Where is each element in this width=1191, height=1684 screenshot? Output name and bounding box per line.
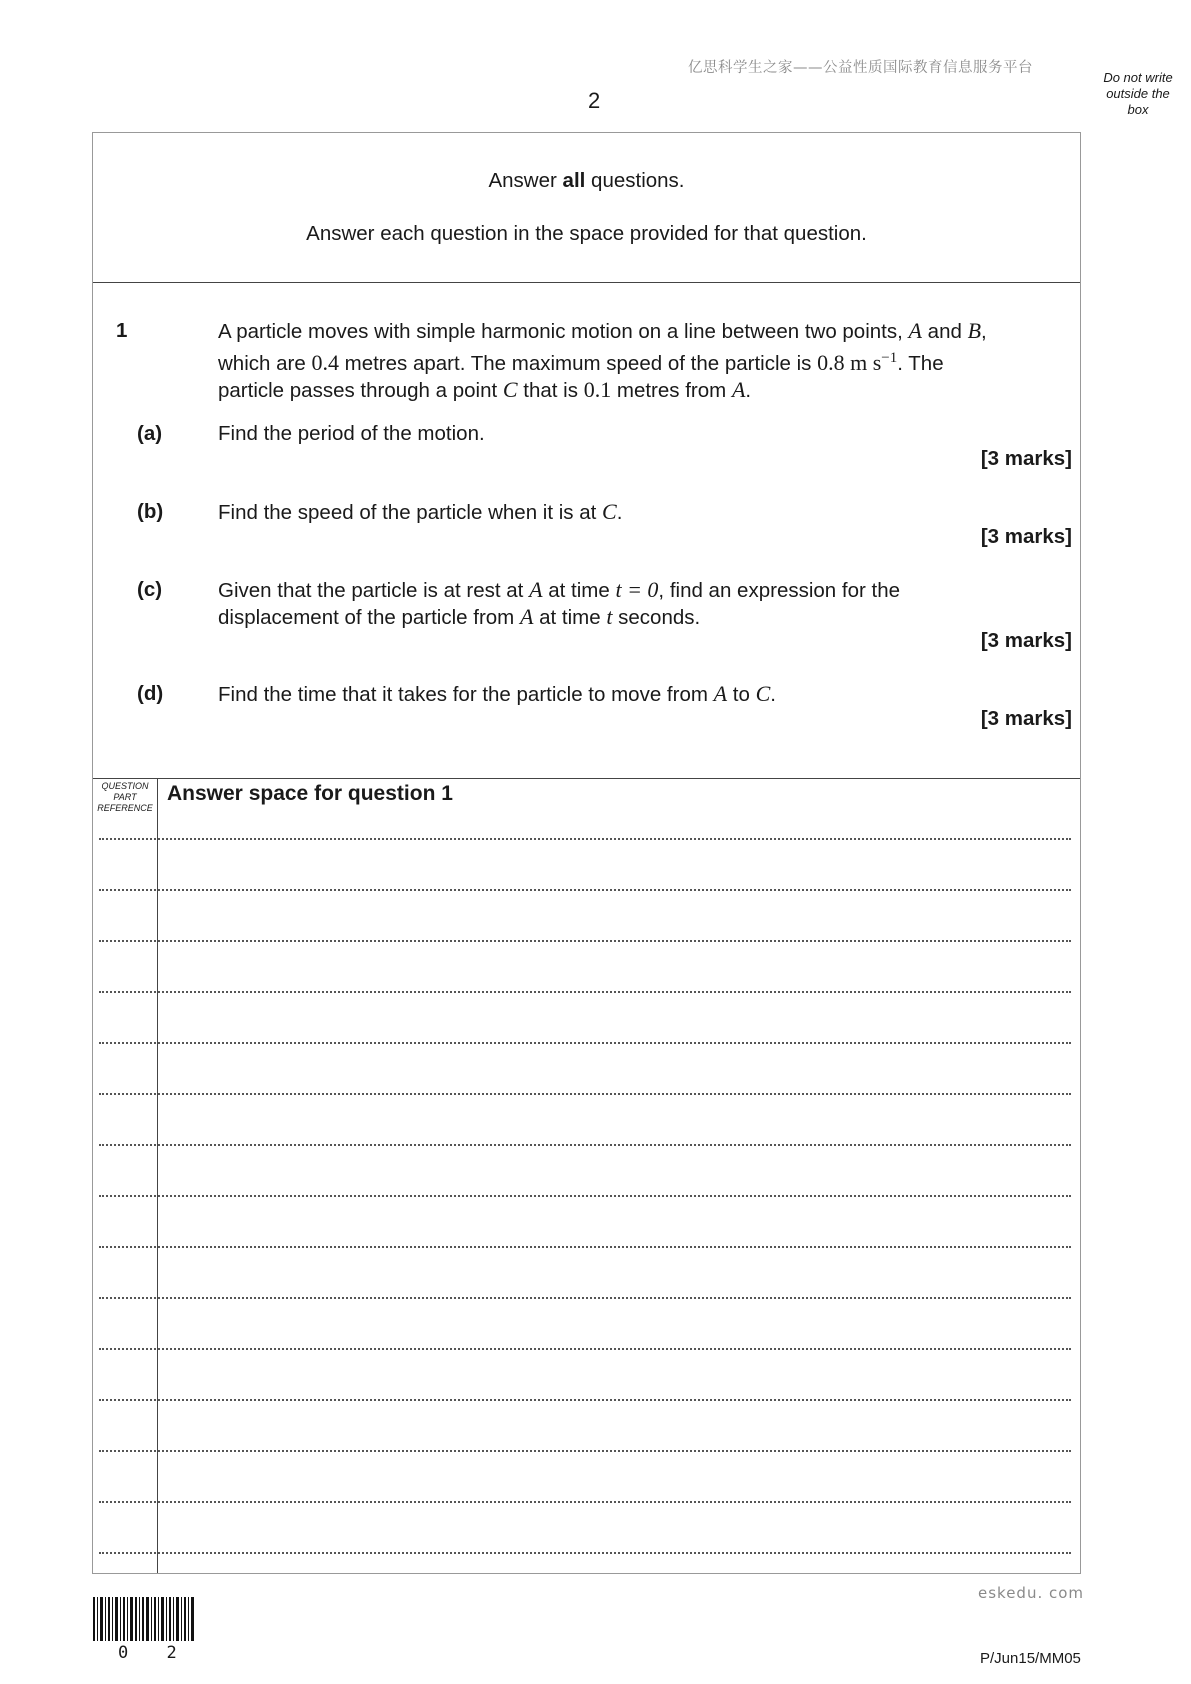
question-part-reference-label: QUESTION PART REFERENCE [97, 781, 153, 813]
answer-line[interactable] [99, 1348, 1071, 1350]
part-d-text: Find the time that it takes for the particle to move from A to C. [218, 681, 776, 706]
part-a-text: Find the period of the motion. [218, 422, 485, 445]
part-d-marks: [3 marks] [980, 707, 1072, 730]
part-b-label: (b) [137, 500, 164, 523]
answer-line[interactable] [99, 991, 1071, 993]
answer-line[interactable] [99, 1144, 1071, 1146]
part-d-label: (d) [137, 682, 164, 705]
question-number: 1 [116, 319, 128, 342]
answer-line[interactable] [99, 1246, 1071, 1248]
answer-space-title: Answer space for question 1 [167, 782, 453, 805]
answer-line[interactable] [99, 1552, 1071, 1554]
question-box [92, 132, 1081, 1574]
question-1-section [93, 282, 1080, 779]
part-c-label: (c) [137, 578, 163, 601]
question-stem: A particle moves with simple harmonic motion on a line between two points, A and B, which are 0.4 metres apart. The maximum speed of the particle is 0.8 m $s^{-1}$. The particle passes through a point C that is 0.1 metres from A. [218, 318, 987, 402]
part-c-text: Given that the particle is at rest at A at time t = 0, find an expression for the displacement of the particle from A at time t seconds. [218, 577, 901, 629]
margin-note-line: box [1127, 102, 1149, 117]
question-part-reference-column[interactable] [93, 778, 158, 1573]
barcode-icon [93, 1597, 195, 1641]
paper-reference: P/Jun15/MM05 [980, 1650, 1081, 1667]
part-b-marks: [3 marks] [980, 525, 1072, 548]
answer-line[interactable] [99, 1093, 1071, 1095]
barcode-number: 0 2 [118, 1643, 191, 1663]
answer-line[interactable] [99, 940, 1071, 942]
page-number: 2 [588, 88, 601, 113]
part-a-label: (a) [137, 422, 163, 445]
watermark-top: 亿思科学生之家——公益性质国际教育信息服务平台 [688, 60, 1033, 76]
answer-line[interactable] [99, 1450, 1071, 1452]
answer-line[interactable] [99, 838, 1071, 840]
answer-line[interactable] [99, 1501, 1071, 1503]
answer-space [93, 778, 1080, 1573]
instruction-answer-space: Answer each question in the space provided for that question. [306, 222, 867, 245]
instruction-answer-all: Answer all questions. [488, 169, 685, 192]
instructions-section [93, 133, 1080, 283]
margin-note-line: outside the [1106, 86, 1170, 101]
part-a-marks: [3 marks] [980, 447, 1072, 470]
part-c-marks: [3 marks] [980, 629, 1072, 652]
answer-line[interactable] [99, 1297, 1071, 1299]
answer-line[interactable] [99, 1042, 1071, 1044]
margin-note-line: Do not write [1103, 70, 1173, 85]
margin-note [1088, 70, 1188, 118]
answer-line[interactable] [99, 1195, 1071, 1197]
watermark-bottom: eskedu. com [978, 1584, 1085, 1602]
answer-line[interactable] [99, 889, 1071, 891]
answer-line[interactable] [99, 1399, 1071, 1401]
part-b-text: Find the speed of the particle when it is at C. [218, 499, 623, 524]
